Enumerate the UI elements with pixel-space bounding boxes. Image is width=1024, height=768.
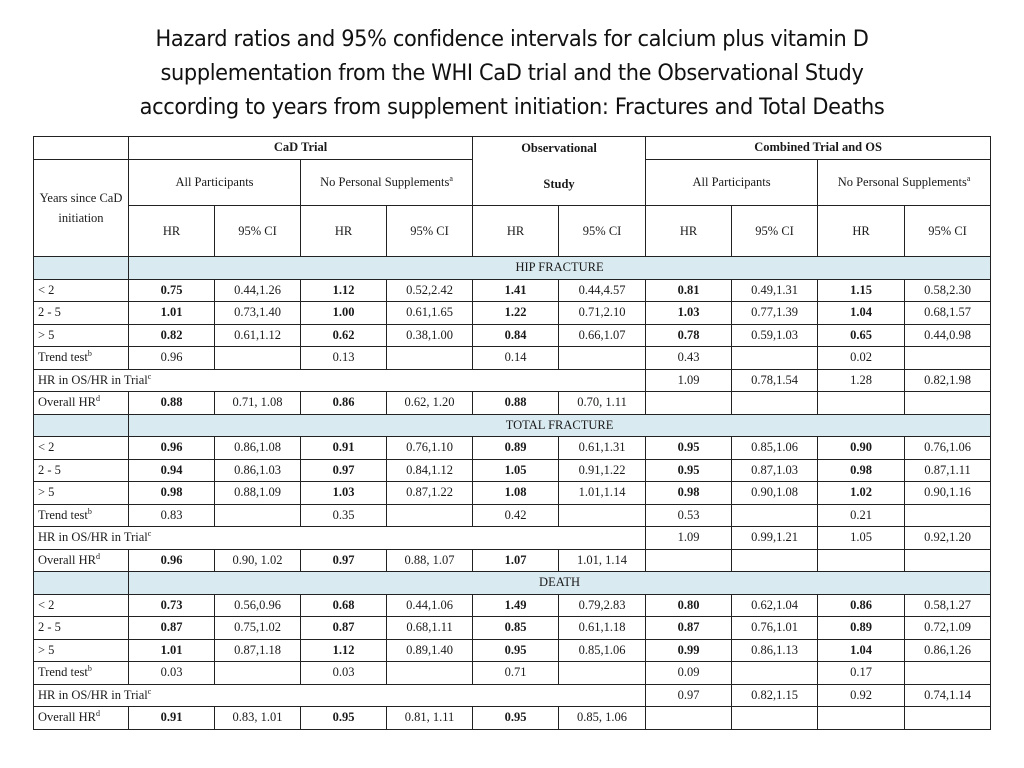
- hr-cell: [646, 549, 732, 572]
- hr-cell: 1.04: [818, 639, 905, 662]
- header-ci: 95% CI: [732, 206, 818, 257]
- ci-cell: 1.01, 1.14: [559, 549, 646, 572]
- section-row: [34, 414, 991, 437]
- hr-cell: 0.75: [129, 279, 215, 302]
- row-label: > 5: [34, 639, 129, 662]
- header-ci: 95% CI: [905, 206, 991, 257]
- table-row-trend: [34, 504, 991, 527]
- hr-cell: 1.03: [301, 482, 387, 505]
- row-label: < 2: [34, 437, 129, 460]
- header-combined: Combined Trial and OS: [646, 137, 991, 160]
- table-row-ratio: [34, 527, 991, 550]
- ci-cell: 0.79,2.83: [559, 594, 646, 617]
- section-title: HIP FRACTURE: [129, 257, 991, 280]
- hr-cell: 1.12: [301, 639, 387, 662]
- hr-cell: 0.88: [473, 392, 559, 415]
- hr-cell: 0.73: [129, 594, 215, 617]
- header-hr: HR: [646, 206, 732, 257]
- hr-cell: 0.96: [129, 437, 215, 460]
- ci-cell: 0.86,1.08: [215, 437, 301, 460]
- ci-cell: 0.75,1.02: [215, 617, 301, 640]
- ci-cell: 1.01,1.14: [559, 482, 646, 505]
- hr-cell: [818, 549, 905, 572]
- ci-cell: 0.87,1.11: [905, 459, 991, 482]
- hr-cell: 0.81: [646, 279, 732, 302]
- ci-cell: 0.71,2.10: [559, 302, 646, 325]
- hr-cell: 1.07: [473, 549, 559, 572]
- hr-cell: 0.95: [301, 707, 387, 730]
- hr-cell: 0.14: [473, 347, 559, 370]
- ci-cell: [732, 662, 818, 685]
- ci-cell: 0.92,1.20: [905, 527, 991, 550]
- ci-cell: [559, 504, 646, 527]
- hr-cell: 1.22: [473, 302, 559, 325]
- ci-cell: [905, 707, 991, 730]
- hr-cell: 0.62: [301, 324, 387, 347]
- ci-cell: 0.71, 1.08: [215, 392, 301, 415]
- hr-cell: 1.05: [818, 527, 905, 550]
- ci-cell: 0.59,1.03: [732, 324, 818, 347]
- header-ci: 95% CI: [387, 206, 473, 257]
- hr-cell: 0.92: [818, 684, 905, 707]
- row-label: Trend test$^b$: [34, 504, 129, 527]
- hr-cell: 1.09: [646, 527, 732, 550]
- ci-cell: 0.85,1.06: [559, 639, 646, 662]
- header-hr: HR: [818, 206, 905, 257]
- section-row: [34, 257, 991, 280]
- hr-cell: 0.03: [301, 662, 387, 685]
- hr-cell: 0.84: [473, 324, 559, 347]
- table-row-ratio: [34, 684, 991, 707]
- ci-cell: [559, 662, 646, 685]
- table-row-r2to5: [34, 302, 991, 325]
- ci-cell: 0.74,1.14: [905, 684, 991, 707]
- row-label: Trend test$^b$: [34, 662, 129, 685]
- hr-cell: [818, 707, 905, 730]
- hr-cell: 0.96: [129, 347, 215, 370]
- ci-cell: 0.68,1.57: [905, 302, 991, 325]
- hr-cell: 0.82: [129, 324, 215, 347]
- row-label: < 2: [34, 279, 129, 302]
- ci-cell: [905, 549, 991, 572]
- header-combined-all-participants: All Participants: [646, 159, 818, 206]
- ci-cell: 0.61,1.65: [387, 302, 473, 325]
- hr-cell: 0.89: [818, 617, 905, 640]
- hr-cell: 0.87: [301, 617, 387, 640]
- ci-cell: [732, 392, 818, 415]
- header-hr: HR: [301, 206, 387, 257]
- hr-cell: 0.98: [129, 482, 215, 505]
- hr-cell: [646, 707, 732, 730]
- row-label: 2 - 5: [34, 617, 129, 640]
- header-combined-no-personal-supplements: No Personal Supplements$^a$: [818, 159, 991, 206]
- ci-cell: 0.81, 1.11: [387, 707, 473, 730]
- hr-cell: 0.98: [818, 459, 905, 482]
- hr-cell: 0.71: [473, 662, 559, 685]
- title-line-1: Hazard ratios and 95% confidence intervals for calcium plus vitamin D: [155, 26, 869, 52]
- hr-cell: 0.87: [129, 617, 215, 640]
- hr-cell: 0.91: [129, 707, 215, 730]
- ci-cell: 0.58,1.27: [905, 594, 991, 617]
- ci-cell: [905, 504, 991, 527]
- ci-cell: [215, 662, 301, 685]
- hr-cell: 1.41: [473, 279, 559, 302]
- row-label: Trend test$^b$: [34, 347, 129, 370]
- ci-cell: 0.73,1.40: [215, 302, 301, 325]
- ci-cell: 0.66,1.07: [559, 324, 646, 347]
- table-row-trend: [34, 662, 991, 685]
- hr-cell: 0.97: [301, 459, 387, 482]
- ci-cell: 0.44,4.57: [559, 279, 646, 302]
- header-cad-no-personal-supplements: No Personal Supplements$^a$: [301, 159, 473, 206]
- table-row-ratio: [34, 369, 991, 392]
- row-label: Overall $HR^d$: [34, 392, 129, 415]
- ci-cell: 0.84,1.12: [387, 459, 473, 482]
- table-row-gt5: [34, 324, 991, 347]
- hr-cell: 0.43: [646, 347, 732, 370]
- row-label: HR in OS/HR in Trial$^c$: [34, 369, 646, 392]
- hr-cell: 0.97: [646, 684, 732, 707]
- ci-cell: 0.87,1.03: [732, 459, 818, 482]
- hr-cell: 1.01: [129, 639, 215, 662]
- ci-cell: 0.91,1.22: [559, 459, 646, 482]
- hr-cell: 0.21: [818, 504, 905, 527]
- table-row-overall: [34, 392, 991, 415]
- ci-cell: 0.44,1.06: [387, 594, 473, 617]
- ci-cell: 0.68,1.11: [387, 617, 473, 640]
- row-label: 2 - 5: [34, 302, 129, 325]
- ci-cell: 0.86,1.26: [905, 639, 991, 662]
- hr-cell: 0.13: [301, 347, 387, 370]
- ci-cell: 0.87,1.22: [387, 482, 473, 505]
- hr-cell: 0.94: [129, 459, 215, 482]
- ci-cell: 0.44,0.98: [905, 324, 991, 347]
- table-row-r2to5: [34, 459, 991, 482]
- section-row: [34, 572, 991, 595]
- hr-cell: 1.02: [818, 482, 905, 505]
- hr-cell: 0.98: [646, 482, 732, 505]
- section-band-spacer: [34, 572, 129, 595]
- section-title: DEATH: [129, 572, 991, 595]
- ci-cell: [905, 392, 991, 415]
- ci-cell: [387, 347, 473, 370]
- hr-cell: 0.91: [301, 437, 387, 460]
- hr-cell: 0.80: [646, 594, 732, 617]
- table-row-lt2: [34, 437, 991, 460]
- ci-cell: 0.38,1.00: [387, 324, 473, 347]
- hr-cell: 0.53: [646, 504, 732, 527]
- ci-cell: 0.88,1.09: [215, 482, 301, 505]
- hr-cell: 0.95: [473, 707, 559, 730]
- ci-cell: 0.89,1.40: [387, 639, 473, 662]
- ci-cell: [732, 504, 818, 527]
- row-label: Overall $HR^d$: [34, 707, 129, 730]
- ci-cell: 0.76,1.06: [905, 437, 991, 460]
- ci-cell: 0.52,2.42: [387, 279, 473, 302]
- ci-cell: [732, 707, 818, 730]
- hr-cell: 1.03: [646, 302, 732, 325]
- hr-cell: 1.15: [818, 279, 905, 302]
- ci-cell: [387, 504, 473, 527]
- ci-cell: 0.61,1.31: [559, 437, 646, 460]
- hr-cell: 0.65: [818, 324, 905, 347]
- ci-cell: 0.44,1.26: [215, 279, 301, 302]
- hr-cell: 0.85: [473, 617, 559, 640]
- ci-cell: 0.77,1.39: [732, 302, 818, 325]
- row-label: HR in OS/HR in Trial$^c$: [34, 527, 646, 550]
- ci-cell: [905, 662, 991, 685]
- ci-cell: [732, 347, 818, 370]
- ci-cell: 0.88, 1.07: [387, 549, 473, 572]
- row-label: > 5: [34, 482, 129, 505]
- hr-cell: [818, 392, 905, 415]
- row-label: 2 - 5: [34, 459, 129, 482]
- hr-cell: 0.95: [646, 437, 732, 460]
- ci-cell: 0.99,1.21: [732, 527, 818, 550]
- header-row-measures: [34, 206, 991, 257]
- ci-cell: 0.90, 1.02: [215, 549, 301, 572]
- header-cad-all-participants: All Participants: [129, 159, 301, 206]
- hr-cell: 0.97: [301, 549, 387, 572]
- table-row-gt5: [34, 482, 991, 505]
- ci-cell: 0.72,1.09: [905, 617, 991, 640]
- header-observational-line2: Study: [543, 177, 575, 191]
- header-observational-line1: Observational: [521, 141, 597, 155]
- ci-cell: [732, 549, 818, 572]
- hr-cell: 1.49: [473, 594, 559, 617]
- ci-cell: 0.86,1.03: [215, 459, 301, 482]
- hr-cell: 0.78: [646, 324, 732, 347]
- ci-cell: 0.86,1.13: [732, 639, 818, 662]
- hr-cell: 0.35: [301, 504, 387, 527]
- ci-cell: 0.62,1.04: [732, 594, 818, 617]
- section-band-spacer: [34, 257, 129, 280]
- row-label: Overall $HR^d$: [34, 549, 129, 572]
- hr-cell: 0.95: [646, 459, 732, 482]
- hr-cell: 0.99: [646, 639, 732, 662]
- table-row-overall: [34, 707, 991, 730]
- hr-cell: 0.83: [129, 504, 215, 527]
- ci-cell: 0.76,1.01: [732, 617, 818, 640]
- hr-cell: 1.04: [818, 302, 905, 325]
- header-corner: [34, 137, 129, 160]
- ci-cell: 0.85, 1.06: [559, 707, 646, 730]
- ci-cell: 0.70, 1.11: [559, 392, 646, 415]
- ci-cell: 0.56,0.96: [215, 594, 301, 617]
- row-label: < 2: [34, 594, 129, 617]
- ci-cell: 0.62, 1.20: [387, 392, 473, 415]
- ci-cell: 0.58,2.30: [905, 279, 991, 302]
- hr-cell: [646, 392, 732, 415]
- ci-cell: 0.83, 1.01: [215, 707, 301, 730]
- table-row-r2to5: [34, 617, 991, 640]
- hr-cell: 0.86: [818, 594, 905, 617]
- ci-cell: [905, 347, 991, 370]
- ci-cell: 0.82,1.15: [732, 684, 818, 707]
- ci-cell: [215, 347, 301, 370]
- hr-cell: 0.68: [301, 594, 387, 617]
- ci-cell: 0.82,1.98: [905, 369, 991, 392]
- hr-cell: 0.89: [473, 437, 559, 460]
- hr-cell: 1.28: [818, 369, 905, 392]
- ci-cell: 0.49,1.31: [732, 279, 818, 302]
- hr-cell: 1.05: [473, 459, 559, 482]
- header-row-groups: [34, 137, 991, 160]
- table-row-overall: [34, 549, 991, 572]
- header-ci: 95% CI: [559, 206, 646, 257]
- hr-cell: 1.08: [473, 482, 559, 505]
- row-label: > 5: [34, 324, 129, 347]
- hr-cell: 0.96: [129, 549, 215, 572]
- hr-cell: 0.87: [646, 617, 732, 640]
- ci-cell: [387, 662, 473, 685]
- ci-cell: 0.76,1.10: [387, 437, 473, 460]
- hr-cell: 1.12: [301, 279, 387, 302]
- ci-cell: 0.87,1.18: [215, 639, 301, 662]
- table-row-gt5: [34, 639, 991, 662]
- hr-cell: 1.09: [646, 369, 732, 392]
- ci-cell: [559, 347, 646, 370]
- header-hr: HR: [473, 206, 559, 257]
- section-title: TOTAL FRACTURE: [129, 414, 991, 437]
- ci-cell: 0.61,1.12: [215, 324, 301, 347]
- ci-cell: [215, 504, 301, 527]
- hr-cell: 0.42: [473, 504, 559, 527]
- header-hr: HR: [129, 206, 215, 257]
- hr-cell: 0.95: [473, 639, 559, 662]
- title-line-3: according to years from supplement initiation: Fractures and Total Deaths: [139, 94, 885, 120]
- hr-cell: 1.00: [301, 302, 387, 325]
- ci-cell: 0.78,1.54: [732, 369, 818, 392]
- title-line-2: supplementation from the WHI CaD trial and the Observational Study: [160, 60, 864, 86]
- hazard-ratio-table: [33, 136, 991, 730]
- ci-cell: 0.90,1.16: [905, 482, 991, 505]
- table-row-lt2: [34, 594, 991, 617]
- header-cad-trial: CaD Trial: [129, 137, 473, 160]
- section-band-spacer: [34, 414, 129, 437]
- hr-cell: 0.86: [301, 392, 387, 415]
- header-years-since-initiation: Years since CaD initiation: [34, 159, 129, 257]
- row-label: HR in OS/HR in Trial$^c$: [34, 684, 646, 707]
- hr-cell: 0.17: [818, 662, 905, 685]
- slide-title: [36, 22, 988, 124]
- hr-cell: 0.02: [818, 347, 905, 370]
- hr-cell: 0.88: [129, 392, 215, 415]
- ci-cell: 0.61,1.18: [559, 617, 646, 640]
- table-row-trend: [34, 347, 991, 370]
- hr-cell: 0.09: [646, 662, 732, 685]
- header-observational-study: [473, 137, 646, 206]
- hr-cell: 0.03: [129, 662, 215, 685]
- table-row-lt2: [34, 279, 991, 302]
- hr-cell: 0.90: [818, 437, 905, 460]
- ci-cell: 0.85,1.06: [732, 437, 818, 460]
- ci-cell: 0.90,1.08: [732, 482, 818, 505]
- hr-cell: 1.01: [129, 302, 215, 325]
- header-ci: 95% CI: [215, 206, 301, 257]
